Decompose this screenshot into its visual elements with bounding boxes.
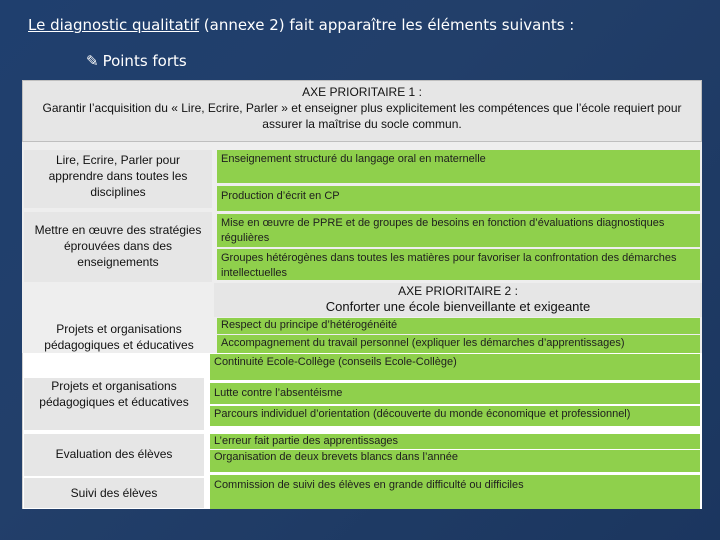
item-groupes-heterogenes: Groupes hétérogènes dans toutes les matières pour favoriser la confrontation des démarches intellectuelles: [217, 249, 700, 280]
axe1-title: AXE PRIORITAIRE 1 :: [302, 85, 422, 99]
label-projets-1: Projets et organisations pédagogiques et éducatives: [24, 318, 214, 358]
item-brevets: Organisation de deux brevets blancs dans l’année: [210, 450, 700, 472]
item-ppre: Mise en œuvre de PPRE et de groupes de besoins en fonction d’évaluations diagnostiques régulières: [217, 214, 700, 247]
item-parcours: Parcours individuel d’orientation (découverte du monde économique et professionnel): [210, 406, 700, 426]
label-lire-ecrire: Lire, Ecrire, Parler pour apprendre dans toutes les disciplines: [24, 150, 212, 208]
page-heading: [28, 16, 574, 34]
axe2-header: [214, 283, 702, 317]
axe2-title: AXE PRIORITAIRE 2 :: [398, 284, 518, 298]
label-strategies: Mettre en œuvre des stratégies éprouvées dans des enseignements: [24, 212, 212, 282]
item-langage-oral: Enseignement structuré du langage oral en maternelle: [217, 150, 700, 183]
item-accompagnement: Accompagnement du travail personnel (expliquer les démarches d’apprentissages): [217, 335, 700, 353]
item-production-ecrit: Production d’écrit en CP: [217, 186, 700, 211]
item-heterogeneite: Respect du principe d’hétérogénéité: [217, 318, 700, 334]
axe1-description: Garantir l’acquisition du « Lire, Ecrire, Parler » et enseigner plus explicitement les compétences que l’école requiert pour assurer la maîtrise du socle commun.: [42, 101, 682, 131]
points-forts-heading: [86, 52, 187, 70]
points-forts-label: Points forts: [102, 52, 187, 70]
label-projets-2: Projets et organisations pédagogiques et éducatives: [24, 378, 204, 430]
heading-rest: (annexe 2) fait apparaître les éléments suivants :: [199, 16, 575, 34]
item-erreur: L’erreur fait partie des apprentissages: [210, 434, 700, 449]
pencil-icon: ✎: [86, 52, 99, 70]
axe2-description: Conforter une école bienveillante et exigeante: [325, 299, 591, 314]
heading-underlined: Le diagnostic qualitatif: [28, 16, 200, 34]
label-evaluation: Evaluation des élèves: [24, 434, 204, 476]
item-absenteisme: Lutte contre l’absentéisme: [210, 383, 700, 404]
item-commission: Commission de suivi des élèves en grande difficulté ou difficiles: [210, 475, 700, 509]
item-continuite: Continuité Ecole-Collège (conseils Ecole-Collège): [210, 354, 700, 380]
axe1-header: [22, 80, 702, 142]
label-suivi: Suivi des élèves: [24, 478, 204, 508]
